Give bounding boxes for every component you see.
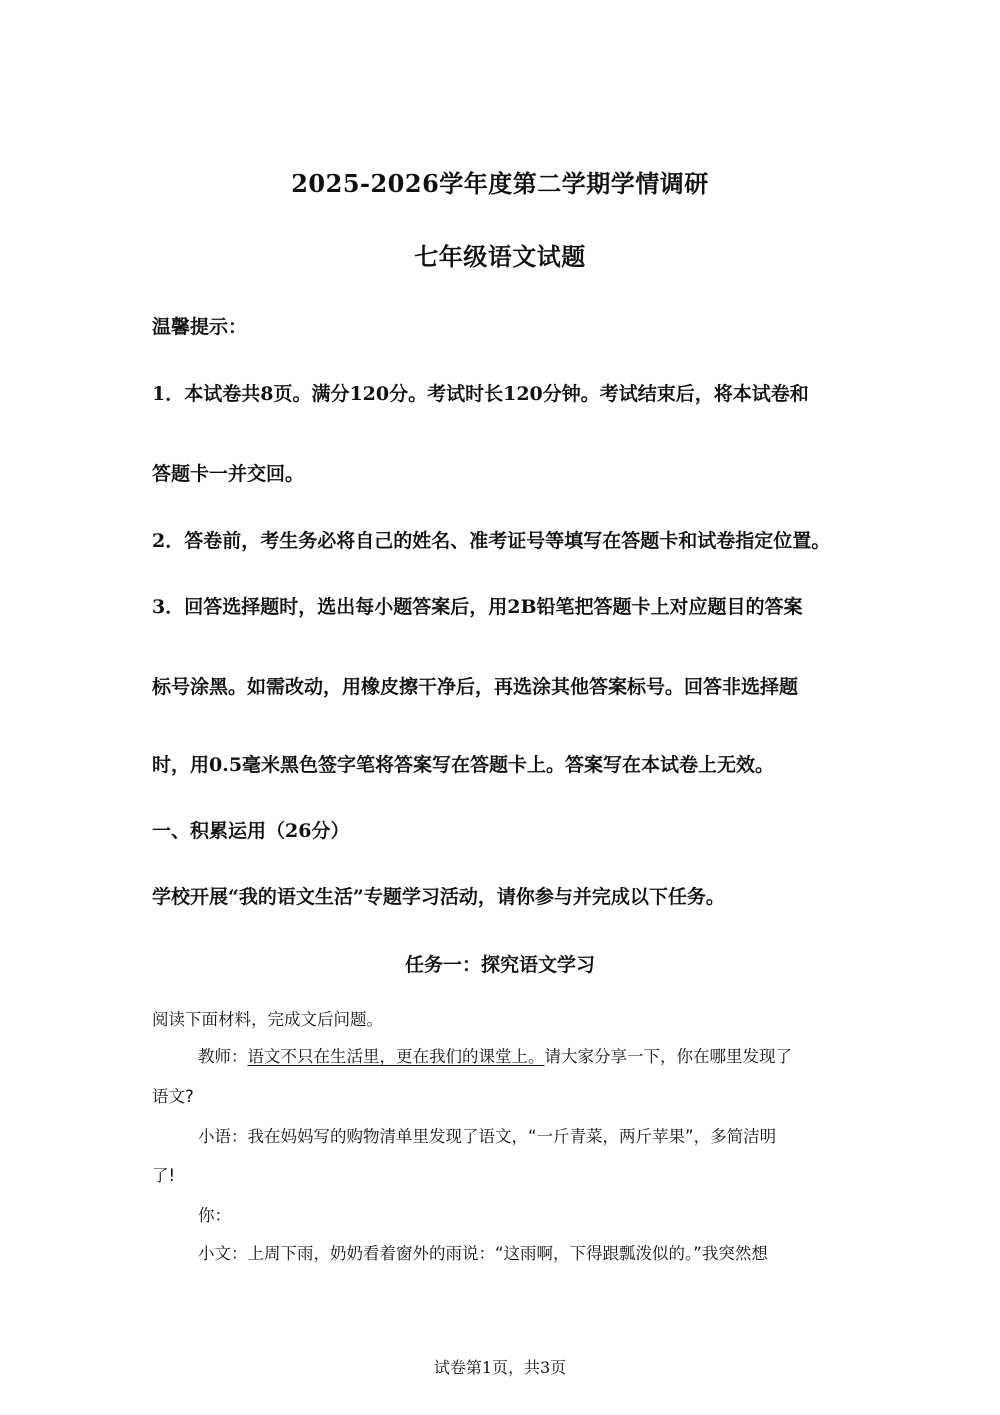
you-prefix: 你：: [198, 1206, 231, 1225]
teacher-prefix: 教师：: [198, 1047, 248, 1066]
notice-item-2: 2．答卷前，考生务必将自己的姓名、准考证号等填写在答题卡和试卷指定位置。: [152, 530, 831, 552]
notice-item-1-line-2: 答题卡一并交回。: [152, 463, 305, 485]
notice-item-3-line-3: 时，用0.5毫米黑色签字笔将答案写在答题卡上。答案写在本试卷上无效。: [152, 754, 775, 776]
notice-heading: 温馨提示：: [152, 316, 248, 338]
dialogue-xiaoyu-line-2: 了!: [152, 1166, 176, 1185]
notice-item-3-line-2: 标号涂黑。如需改动，用橡皮擦干净后，再选涂其他答案标号。回答非选择题: [152, 676, 799, 698]
notice-item-3-line-1: 3．回答选择题时，选出每小题答案后，用2B铅笔把答题卡上对应题目的答案: [152, 596, 803, 618]
exam-title-line2: 七年级语文试题: [414, 242, 586, 271]
teacher-underlined-sentence: 语文不只在生活里，更在我们的课堂上。: [247, 1047, 545, 1066]
dialogue-teacher: [198, 1049, 792, 1066]
dialogue-xiaoyu-line-1: 小语：我在妈妈写的购物清单里发现了语文，“一斤青菜，两斤苹果”，多简洁明: [198, 1127, 777, 1146]
exam-title-line1: 2025-2026学年度第二学期学情调研: [291, 169, 709, 198]
section-intro: 学校开展“我的语文生活”专题学习活动，请你参与并完成以下任务。: [152, 886, 725, 908]
notice-item-1-line-1: 1．本试卷共8页。满分120分。考试时长120分钟。考试结束后，将本试卷和: [152, 383, 809, 405]
dialogue-xiaowen-line-1: 小文：上周下雨，奶奶看着窗外的雨说：“这雨啊，下得跟瓢泼似的。”我突然想: [198, 1244, 768, 1263]
reading-instruction: 阅读下面材料，完成文后问题。: [152, 1010, 383, 1029]
page-footer: 试卷第1页，共3页: [433, 1358, 567, 1377]
task-heading: 任务一：探究语文学习: [404, 954, 595, 976]
teacher-rest: 请大家分享一下，你在哪里发现了: [544, 1047, 792, 1066]
dialogue-teacher-cont: 语文?: [152, 1087, 194, 1106]
section-heading: 一、积累运用（26分）: [152, 820, 350, 842]
dialogue-you: [198, 1208, 231, 1225]
